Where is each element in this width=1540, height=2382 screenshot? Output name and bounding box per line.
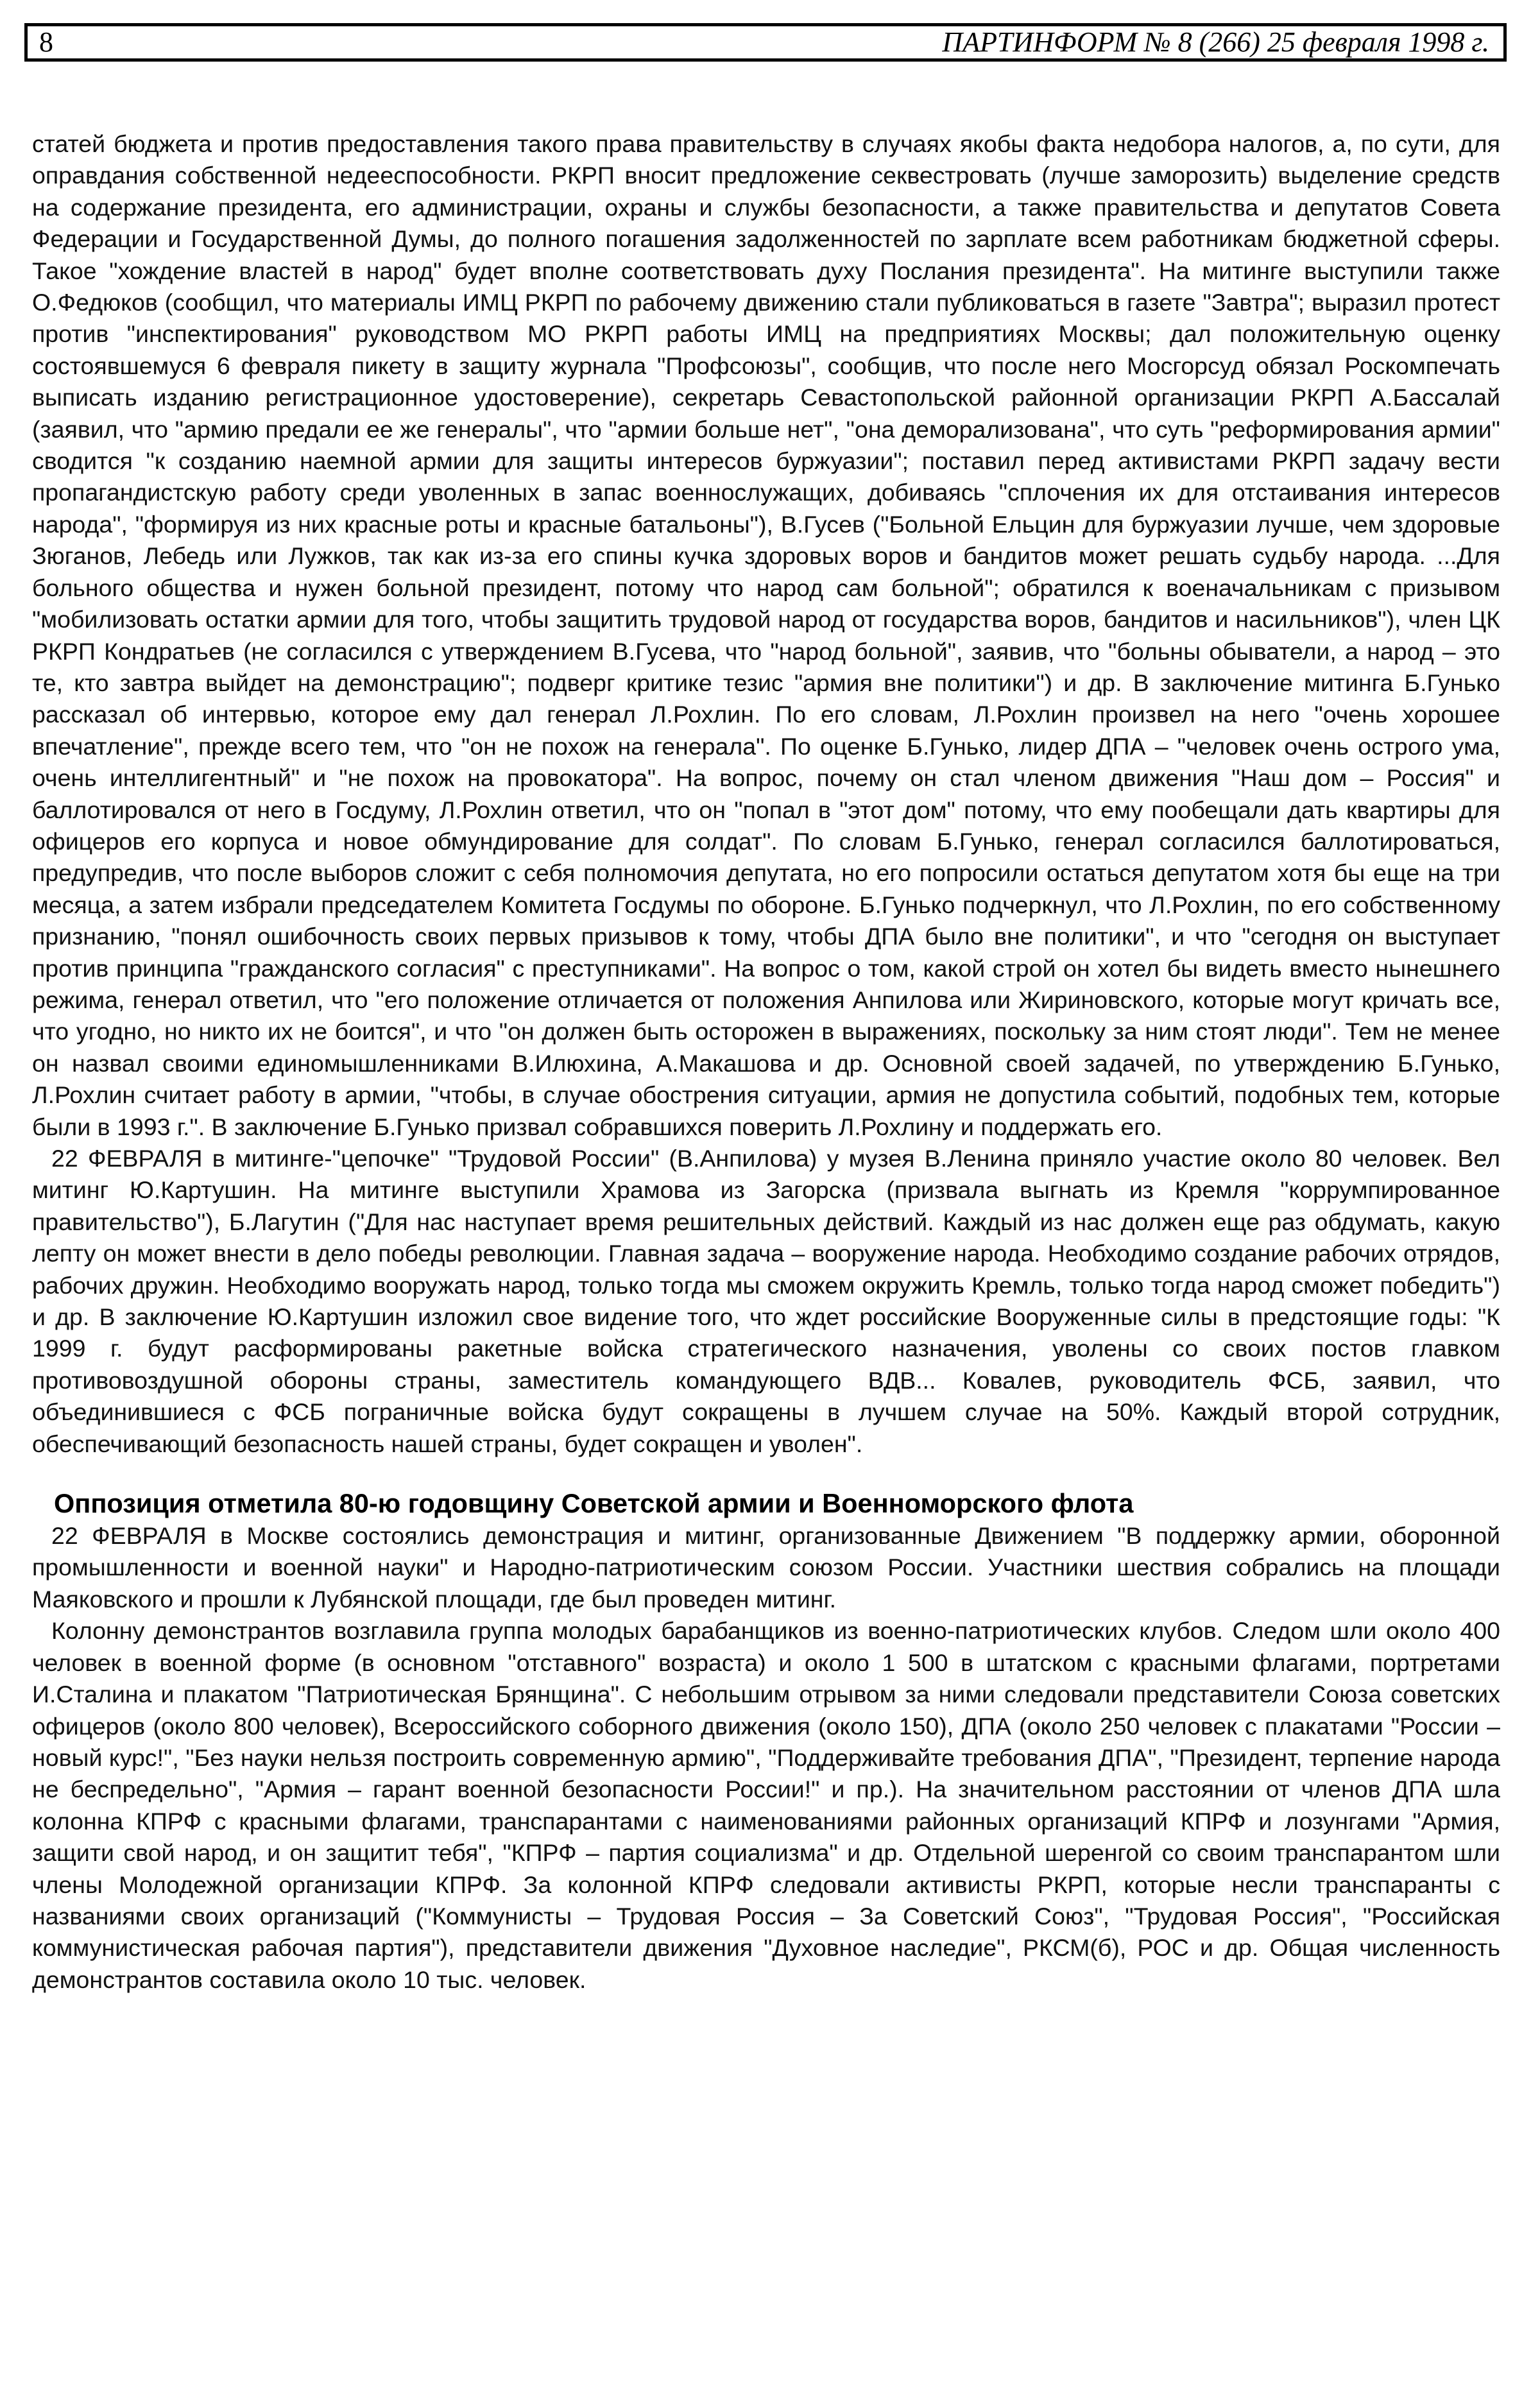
article-body [32,128,1500,1996]
section-heading: Оппозиция отметила 80-ю годовщину Советской армии и Военноморского флота [54,1488,1134,1519]
paragraph-trudovaya-rossiya-rally: 22 ФЕВРАЛЯ в митинге-"цепочке" "Трудовой России" (В.Анпилова) у музея В.Ленина приняло участие около 80 человек. Вел митинг Ю.Картушин. На митинге выступили Храмова из Загорска (призвала выгнать из Кремля "коррумпированное правительство"), Б.Лагутин ("Для нас наступает время решительных действий. Каждый из нас должен еще раз обдумать, какую лепту он может внести в дело победы революции. Главная задача – вооружение народа. Необходимо создание рабочих отрядов, рабочих дружин. Необходимо вооружать народ, только тогда мы сможем окружить Кремль, только тогда народ сможет победить") и др. В заключение Ю.Картушин изложил свое видение того, что ждет российские Вооруженные силы в предстоящие годы: "К 1999 г. будут расформированы ракетные войска стратегического назначения, уволены со своих постов главком противовоздушной обороны страны, заместитель командующего ВДВ... Ковалев, руководитель ФСБ, заявил, что объединившиеся с ФСБ пограничные войска будут сокращены в лучшем случае на 50%. Каждый второй сотрудник, обеспечивающий безопасность нашей страны, будет сокращен и уволен". [32,1145,1500,1457]
paragraph-rally-continued: статей бюджета и против предоставления такого права правительству в случаях якобы факта недобора налогов, а, по сути, для оправдания собственной недееспособности. РКРП вносит предложение секвестровать (лучше заморозить) выделение средств на содержание президента, его администрации, охраны и службы безопасности, а также правительства и депутатов Совета Федерации и Государственной Думы, до полного погашения задолженностей по зарплате всем работникам бюджетной сферы. Такое "хождение властей в народ" будет вполне соответствовать духу Послания президента". На митинге выступили также О.Федюков (сообщил, что материалы ИМЦ РКРП по рабочему движению стали публиковаться в газете "Завтра"; выразил протест против "инспектирования" руководством МО РКРП работы ИМЦ на предприятиях Москвы; дал положительную оценку состоявшемуся 6 февраля пикету в защиту журнала "Профсоюзы", сообщив, что после него Мосгорсуд обязал Роскомпечать выписать изданию регистрационное удостоверение), секретарь Севастопольской районной организации РКРП А.Бассалай (заявил, что "армию предали ее же генералы", что "армии больше нет", "она деморализована", что суть "реформирования армии" сводится "к созданию наемной армии для защиты интересов буржуазии"; поставил перед активистами РКРП задачу вести пропагандистскую работу среди уволенных в запас военнослужащих, добиваясь "сплочения их для отстаивания интересов народа", "формируя из них красные роты и красные батальоны"), В.Гусев ("Больной Ельцин для буржуазии лучше, чем здоровые Зюганов, Лебедь или Лужков, так как из-за его спины кучка здоровых воров и бандитов может решать судьбу народа. ...Для больного общества и нужен больной президент, потому что народ сам больной"; обратился к военачальникам с призывом "мобилизовать остатки армии для того, чтобы защитить трудовой народ от государства воров, бандитов и насильников"), член ЦК РКРП Кондратьев (не согласился с утверждением В.Гусева, что "народ больной", заявив, что "больны обыватели, а народ – это те, кто завтра выйдет на демонстрацию"; подверг критике тезис "армия вне политики") и др. В заключение митинга Б.Гунько рассказал об интервью, которое ему дал генерал Л.Рохлин. По его словам, Л.Рохлин произвел на него "очень хорошее впечатление", прежде всего тем, что "он не похож на генерала". По оценке Б.Гунько, лидер ДПА – "человек очень острого ума, очень интеллигентный" и "не похож на провокатора". На вопрос, почему он стал членом движения "Наш дом – Россия" и баллотировался от него в Госдуму, Л.Рохлин ответил, что он "попал в "этот дом" потому, что ему пообещали дать квартиры для офицеров его корпуса и новое обмундирование для солдат". По словам Б.Гунько, генерал согласился баллотироваться, предупредив, что после выборов сложит с себя полномочия депутата, но его попросили остаться депутатом хотя бы еще на три месяца, а затем избрали председателем Комитета Госдумы по обороне. Б.Гунько подчеркнул, что Л.Рохлин, по его собственному признанию, "понял ошибочность своих первых призывов к тому, чтобы ДПА было вне политики", и что "сегодня он выступает против принципа "гражданского согласия" с преступниками". На вопрос о том, какой строй он хотел бы видеть вместо нынешнего режима, генерал ответил, что "его положение отличается от положения Анпилова или Жириновского, которые могут кричать все, что угодно, но никто их не боится", и что "он должен быть осторожен в выражениях, поскольку за ним стоят люди". Тем не менее он назвал своими единомышленниками В.Илюхина, А.Макашова и др. Основной своей задачей, по утверждению Б.Гунько, Л.Рохлин считает работу в армии, "чтобы, в случае обострения ситуации, армия не допустила событий, подобных тем, которые были в 1993 г.". В заключение Б.Гунько призвал собравшихся поверить Л.Рохлину и поддержать его. [32,130,1500,1140]
issue-info: ПАРТИНФОРМ № 8 (266) 25 февраля 1998 г. [942,26,1489,58]
page-header [24,23,1507,62]
paragraph-demonstration-column: Колонну демонстрантов возглавила группа молодых барабанщиков из военно-патриотических клубов. Следом шли около 400 человек в военной форме (в основном "отставного" возраста) и около 1 500 в штатском с красными флагами, портретами И.Сталина и плакатом "Патриотическая Брянщина". С небольшим отрывом за ними следовали представители Союза советских офицеров (около 800 человек), Всероссийского соборного движения (около 150), ДПА (около 250 человек с плакатами "России – новый курс!", "Без науки нельзя построить современную армию", "Поддерживайте требования ДПА", "Президент, терпение народа не беспредельно", "Армия – гарант военной безопасности России!" и пр.). На значительном расстоянии от членов ДПА шла колонна КПРФ с красными флагами, транспарантами с наименованиями районных организаций КПРФ и лозунгами "Армия, защити свой народ, и он защитит тебя", "КПРФ – партия социализма" и др. Отдельной шеренгой со своим транспарантом шли члены Молодежной организации КПРФ. За колонной КПРФ следовали активисты РКРП, которые несли транспаранты с названиями своих организаций ("Коммунисты – Трудовая Россия – За Советский Союз", "Трудовая Россия", "Российская коммунистическая рабочая партия"), представители движения "Духовное наследие", РКСМ(б), РОС и др. Общая численность демонстрантов составила около 10 тыс. человек. [32,1617,1500,1993]
paragraph-demonstration-intro: 22 ФЕВРАЛЯ в Москве состоялись демонстрация и митинг, организованные Движением "В поддержку армии, оборонной промышленности и военной науки" и Народно-патриотическим союзом России. Участники шествия собрались на площади Маяковского и прошли к Лубянской площади, где был проведен митинг. [32,1522,1500,1613]
page-number: 8 [39,26,53,58]
